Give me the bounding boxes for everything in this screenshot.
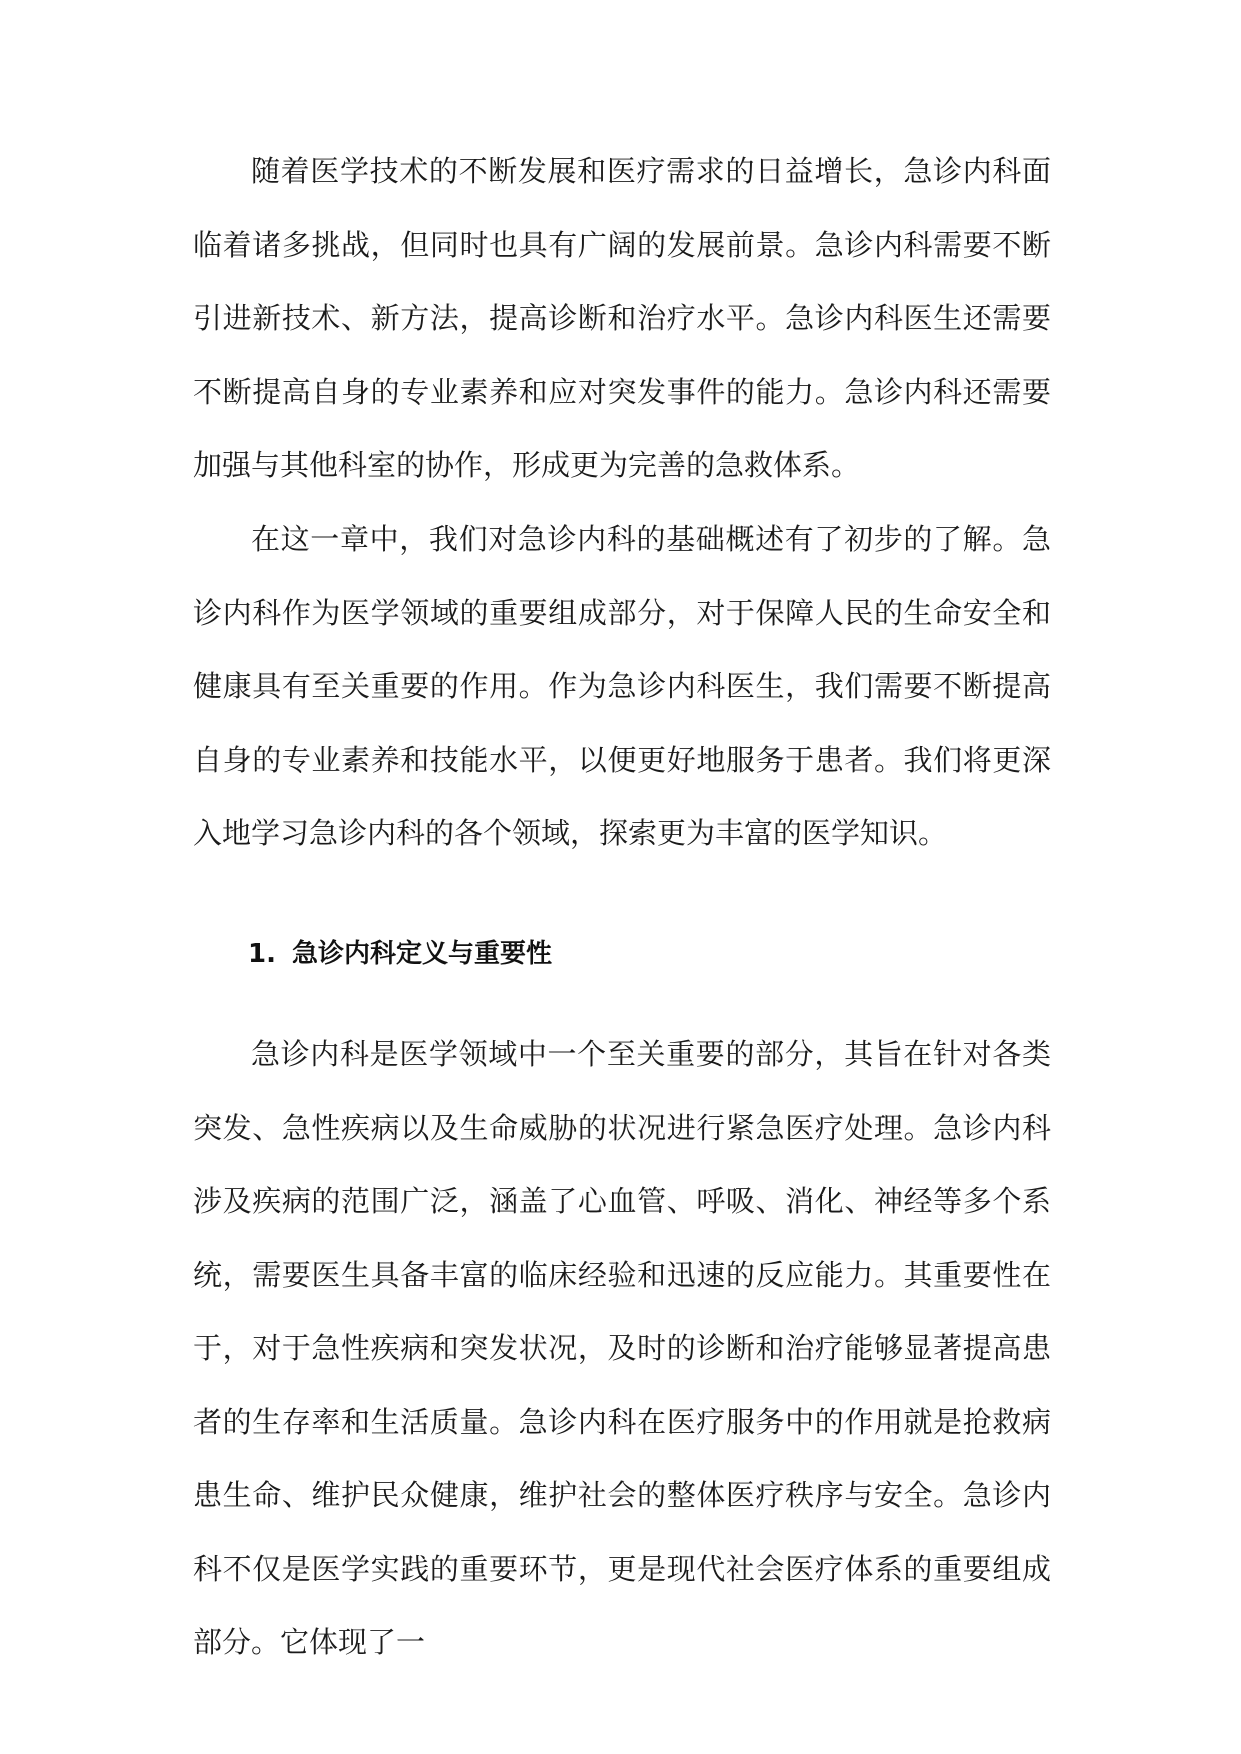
section-title: 急诊内科定义与重要性 (292, 939, 553, 969)
paragraph-development-outlook: 随着医学技术的不断发展和医疗需求的日益增长，急诊内科面临着诸多挑战，但同时也具有广阔的发展前景。急诊内科需要不断引进新技术、新方法，提高诊断和治疗水平。急诊内科医生还需要不断提高自身的专业素养和应对突发事件的能力。急诊内科还需要加强与其他科室的协作，形成更为完善的急救体系。 (193, 154, 1051, 482)
section-number: 1. (248, 939, 276, 969)
paragraph-chapter-summary: 在这一章中，我们对急诊内科的基础概述有了初步的了解。急诊内科作为医学领域的重要组成部分，对于保障人民的生命安全和健康具有至关重要的作用。作为急诊内科医生，我们需要不断提高自身的专业素养和技能水平，以便更好地服务于患者。我们将更深入地学习急诊内科的各个领域，探索更为丰富的医学知识。 (193, 522, 1051, 850)
section-heading (248, 930, 552, 978)
paragraph-definition-importance: 急诊内科是医学领域中一个至关重要的部分，其旨在针对各类突发、急性疾病以及生命威胁的状况进行紧急医疗处理。急诊内科涉及疾病的范围广泛，涵盖了心血管、呼吸、消化、神经等多个系统，需要医生具备丰富的临床经验和迅速的反应能力。其重要性在于，对于急性疾病和突发状况，及时的诊断和治疗能够显著提高患者的生存率和生活质量。急诊内科在医疗服务中的作用就是抢救病患生命、维护民众健康，维护社会的整体医疗秩序与安全。急诊内科不仅是医学实践的重要环节，更是现代社会医疗体系的重要组成部分。它体现了一 (193, 1037, 1051, 1659)
